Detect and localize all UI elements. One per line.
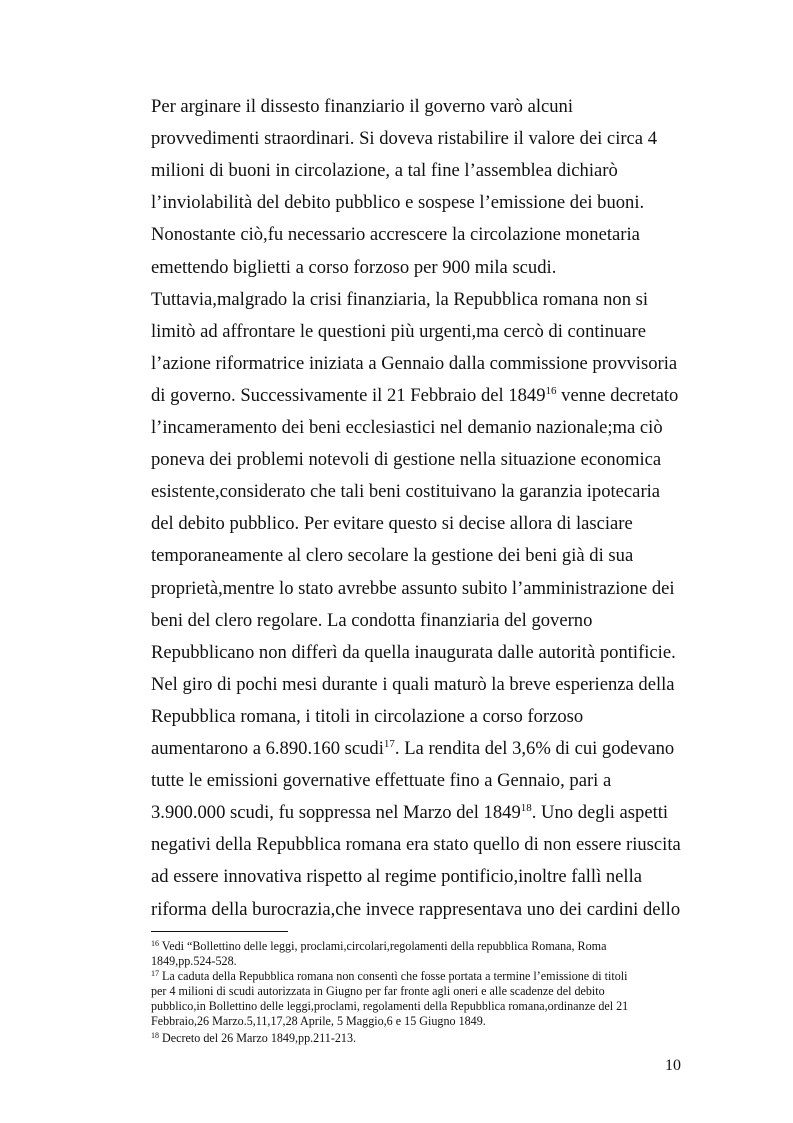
footnote-text: Vedi “Bollettino delle leggi, proclami,circolari,regolamenti della repubblica Romana, Roma <box>159 939 607 953</box>
body-line <box>151 512 685 536</box>
body-line-text: negativi della Repubblica romana era stato quello di non essere riuscita <box>151 834 681 856</box>
footnote-line <box>151 939 606 954</box>
body-line-text: poneva dei problemi notevoli di gestione nella situazione economica <box>151 449 662 471</box>
body-line <box>151 480 685 504</box>
body-line-text: tutte le emissioni governative effettuate fino a Gennaio, pari a <box>151 770 612 792</box>
body-line-text: di governo. Successivamente il 21 Febbraio del 1849 <box>151 384 546 406</box>
footnote-line <box>151 999 628 1014</box>
footnote-text: Decreto del 26 Marzo 1849,pp.211-213. <box>159 1031 357 1045</box>
body-line-text: ad essere innovativa rispetto al regime pontificio,inoltre fallì nella <box>151 866 643 888</box>
body-line-text: milioni di buoni in circolazione, a tal fine l’assemblea dichiarò <box>151 160 618 182</box>
body-line-text: temporaneamente al clero secolare la gestione dei beni già di sua <box>151 545 634 567</box>
body-line <box>151 641 685 665</box>
body-line-text: . Uno degli aspetti <box>531 802 669 824</box>
body-line <box>151 609 685 633</box>
body-line-text: l’inviolabilità del debito pubblico e sospese l’emissione dei buoni. <box>151 192 645 214</box>
body-line <box>151 801 685 825</box>
body-line-text: limitò ad affrontare le questioni più urgenti,ma cercò di continuare <box>151 320 646 342</box>
body-line-text: aumentarono a 6.890.160 scudi <box>151 738 384 759</box>
footnote-separator <box>151 931 288 932</box>
body-line-text: Nel giro di pochi mesi durante i quali maturò la breve esperienza della <box>151 673 675 695</box>
footnote-line <box>151 954 237 969</box>
body-line-text: del debito pubblico. Per evitare questo si decise allora di lasciare <box>151 513 633 535</box>
body-line <box>151 288 685 312</box>
footnote-text: pubblico,in Bollettino delle leggi,proclami, regolamenti della Repubblica romana,ordinanze del 21 <box>151 999 629 1013</box>
body-line <box>151 705 685 729</box>
footnote-line <box>151 1014 486 1029</box>
body-line <box>151 898 685 922</box>
body-line <box>151 256 685 280</box>
footnote-ref: 18 <box>520 802 532 815</box>
page-number: 10 <box>665 1057 681 1074</box>
body-line-text: riforma della burocrazia,che invece rappresentava uno dei cardini dello <box>151 898 681 920</box>
body-line-text: esistente,considerato che tali beni costituivano la garanzia ipotecaria <box>151 481 661 503</box>
footnote-line <box>151 984 605 999</box>
body-line-text: emettendo biglietti a corso forzoso per 900 mila scudi. <box>151 256 557 278</box>
body-line <box>151 352 685 376</box>
footnote-number: 17 <box>151 969 159 978</box>
body-line-text: Repubblica romana, i titoli in circolazione a corso forzoso <box>151 705 584 727</box>
body-line <box>151 833 685 857</box>
body-line-text: l’incameramento dei beni ecclesiastici nel demanio nazionale;ma ciò <box>151 417 663 438</box>
body-line <box>151 673 685 697</box>
footnote-line <box>151 1031 356 1046</box>
body-line <box>151 416 685 440</box>
body-line-text: Per arginare il dissesto finanziario il governo varò alcuni <box>151 96 574 117</box>
body-line <box>151 448 685 472</box>
footnote-text: La caduta della Repubblica romana non consentì che fosse portata a termine l’emissione di titoli <box>159 969 628 983</box>
body-line-text: Tuttavia,malgrado la crisi finanziaria, la Repubblica romana non si <box>151 288 649 310</box>
body-line <box>151 127 685 151</box>
body-line-text: Repubblicano non differì da quella inaugurata dalle autorità pontificie. <box>151 641 676 663</box>
body-line <box>151 159 685 183</box>
footnote-text: 1849,pp.524-528. <box>151 954 237 968</box>
body-line-text: Nonostante ciò,fu necessario accrescere la circolazione monetaria <box>151 224 640 246</box>
body-line <box>151 737 685 761</box>
body-line <box>151 769 685 793</box>
body-line-text: provvedimenti straordinari. Si doveva ristabilire il valore dei circa 4 <box>151 128 657 150</box>
body-line-text: beni del clero regolare. La condotta finanziaria del governo <box>151 609 593 631</box>
footnote-line <box>151 969 627 984</box>
body-line-text: . La rendita del 3,6% di cui godevano <box>394 738 675 759</box>
body-line <box>151 544 685 568</box>
footnote-text: Febbraio,26 Marzo.5,11,17,28 Aprile, 5 Maggio,6 e 15 Giugno 1849. <box>151 1014 486 1028</box>
body-line-text: proprietà,mentre lo stato avrebbe assunto subito l’amministrazione dei <box>151 577 675 599</box>
body-line <box>151 865 685 889</box>
body-line-text: 3.900.000 scudi, fu soppressa nel Marzo del 1849 <box>151 802 521 824</box>
footnote-number: 18 <box>151 1031 159 1040</box>
body-line <box>151 191 685 215</box>
body-line <box>151 577 685 601</box>
body-line <box>151 223 685 247</box>
body-line-text: venne decretato <box>556 384 679 406</box>
body-line <box>151 320 685 344</box>
body-line <box>151 95 685 119</box>
footnote-ref: 17 <box>383 738 395 750</box>
body-line-text: l’azione riformatrice iniziata a Gennaio dalla commissione provvisoria <box>151 352 678 374</box>
footnote-ref: 16 <box>545 384 557 397</box>
footnote-number: 16 <box>151 939 159 948</box>
footnote-text: per 4 milioni di scudi autorizzata in Giugno per far fronte agli oneri e alle scadenze del debito <box>151 984 605 998</box>
body-line <box>151 384 685 408</box>
